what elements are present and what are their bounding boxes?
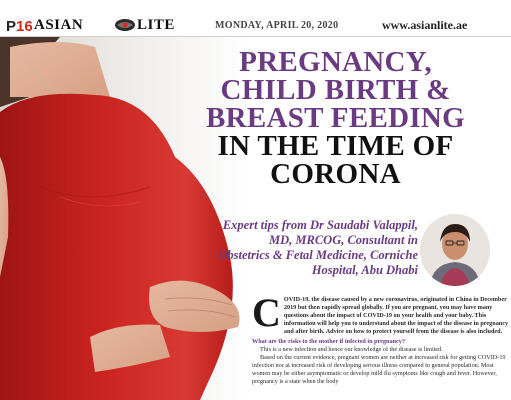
publication-name-part1: ASIAN — [34, 17, 84, 33]
headline-line-4: IN THE TIME OF — [217, 130, 454, 162]
drop-cap: C — [252, 290, 281, 335]
page-number — [6, 18, 33, 35]
byline: Expert tips from Dr Saudabi Valappil, MD, MRCOG, Consultant in Obstetrics & Fetal Medicine, Corniche Hospital, Abu Dhabi — [218, 218, 418, 277]
headline — [160, 48, 511, 188]
article-body — [252, 290, 511, 386]
article-paragraph-1: This is a new infection and hence our knowledge of the disease is limited. — [260, 346, 443, 353]
masthead — [0, 0, 511, 38]
headline-line-1: PREGNANCY, — [239, 46, 432, 78]
website-url: www.asianlite.ae — [382, 18, 468, 32]
page-prefix: P — [6, 18, 17, 35]
article-lead: OVID-19, the disease caused by a new coronavirus, originated in China in December 2019 but then rapidly spread globally. If you are pregnant, you may have many questions about the impact of COVID-19 on your health and your baby. This information will help you to understand about the impact of the disease in pregnancy and after birth. Advice on how to protect yourself from the disease is also included. — [283, 296, 509, 335]
headline-line-3: BREAST FEEDING — [205, 102, 466, 134]
publication-name-part2: LITE — [137, 17, 175, 33]
issue-date: MONDAY, APRIL 20, 2020 — [215, 20, 339, 31]
article-subhead: What are the risks to the mother if infected in pregnancy? — [252, 338, 405, 345]
author-portrait — [420, 214, 490, 286]
page-number-value: 16 — [16, 18, 33, 35]
article-paragraph-2: Based on the current evidence, pregnant women are neither at increased risk for getting COVID-19 infection nor at increased risk of developing serious illness compared to general population. Most women may be either asymptomatic or develop mild flu symptoms like cough and fever. However, pregnancy is a state when the body — [252, 354, 506, 385]
headline-line-2: CHILD BIRTH & — [220, 74, 451, 106]
publication-logo-icon — [114, 18, 136, 32]
headline-line-5: CORONA — [270, 158, 401, 190]
